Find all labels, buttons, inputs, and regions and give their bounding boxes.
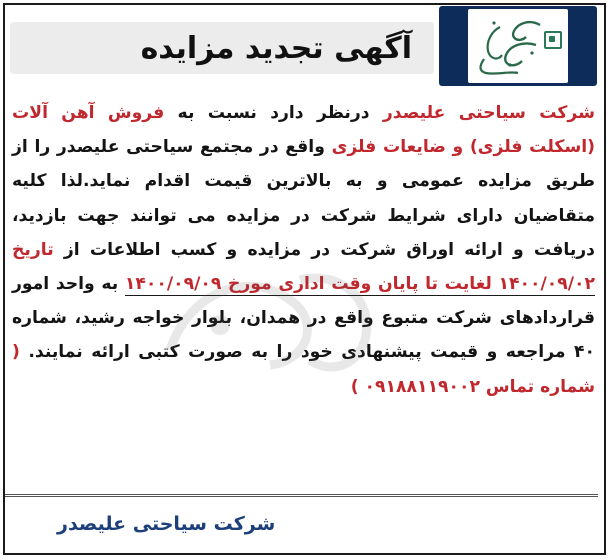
company-name: شرکت سیاحتی علیصدر <box>382 103 595 123</box>
logo-script-icon <box>470 15 546 77</box>
logo-card <box>468 9 568 83</box>
contact-phone: ( شماره تماس ۰۹۱۸۸۱۱۹۰۰۲ ) <box>12 342 595 397</box>
date-label: تاریخ <box>12 239 54 260</box>
notice-header <box>4 4 599 88</box>
body-text-2: واقع در مجتمع سیاحتی علیصدر را از طریق مزایده عمومی و به بالاترین قیمت اقدام نماید.لذا کلیه متقاضیان دارای شرایط شرکت در مزایده می توانند جهت بازدید، دریافت و ارائه اوراق شرکت در مزایده و کسب اطلاعات از <box>12 137 595 260</box>
sale-item: فروش آهن آلات <box>12 103 165 123</box>
notice-title: آگهی تجدید مزایده <box>140 30 412 66</box>
notice-footer <box>5 500 598 548</box>
body-text-1: درنظر دارد نسبت به <box>164 103 383 123</box>
logo-emblem-icon <box>544 31 562 49</box>
footer-signature: شرکت سیاحتی علیصدر <box>57 513 276 535</box>
body-text-3: به واحد امور قراردادهای شرکت متبوع واقع در همدان، بلوار خواجه رشید، شماره ۴۰ مراجعه و قیمت پیشنهادی خود را به صورت کتبی ارائه نمایند. <box>12 274 596 363</box>
footer-divider <box>5 494 598 497</box>
title-banner <box>10 22 434 74</box>
date-range: ۱۴۰۰/۰۹/۰۲ لغایت تا پایان وقت اداری مورخ ۱۴۰۰/۰۹/۰۹ <box>124 274 595 295</box>
notice-body <box>12 96 595 404</box>
sale-items-detail: (اسکلت فلزی) و ضایعات فلزی <box>331 137 596 158</box>
company-logo <box>439 6 597 86</box>
